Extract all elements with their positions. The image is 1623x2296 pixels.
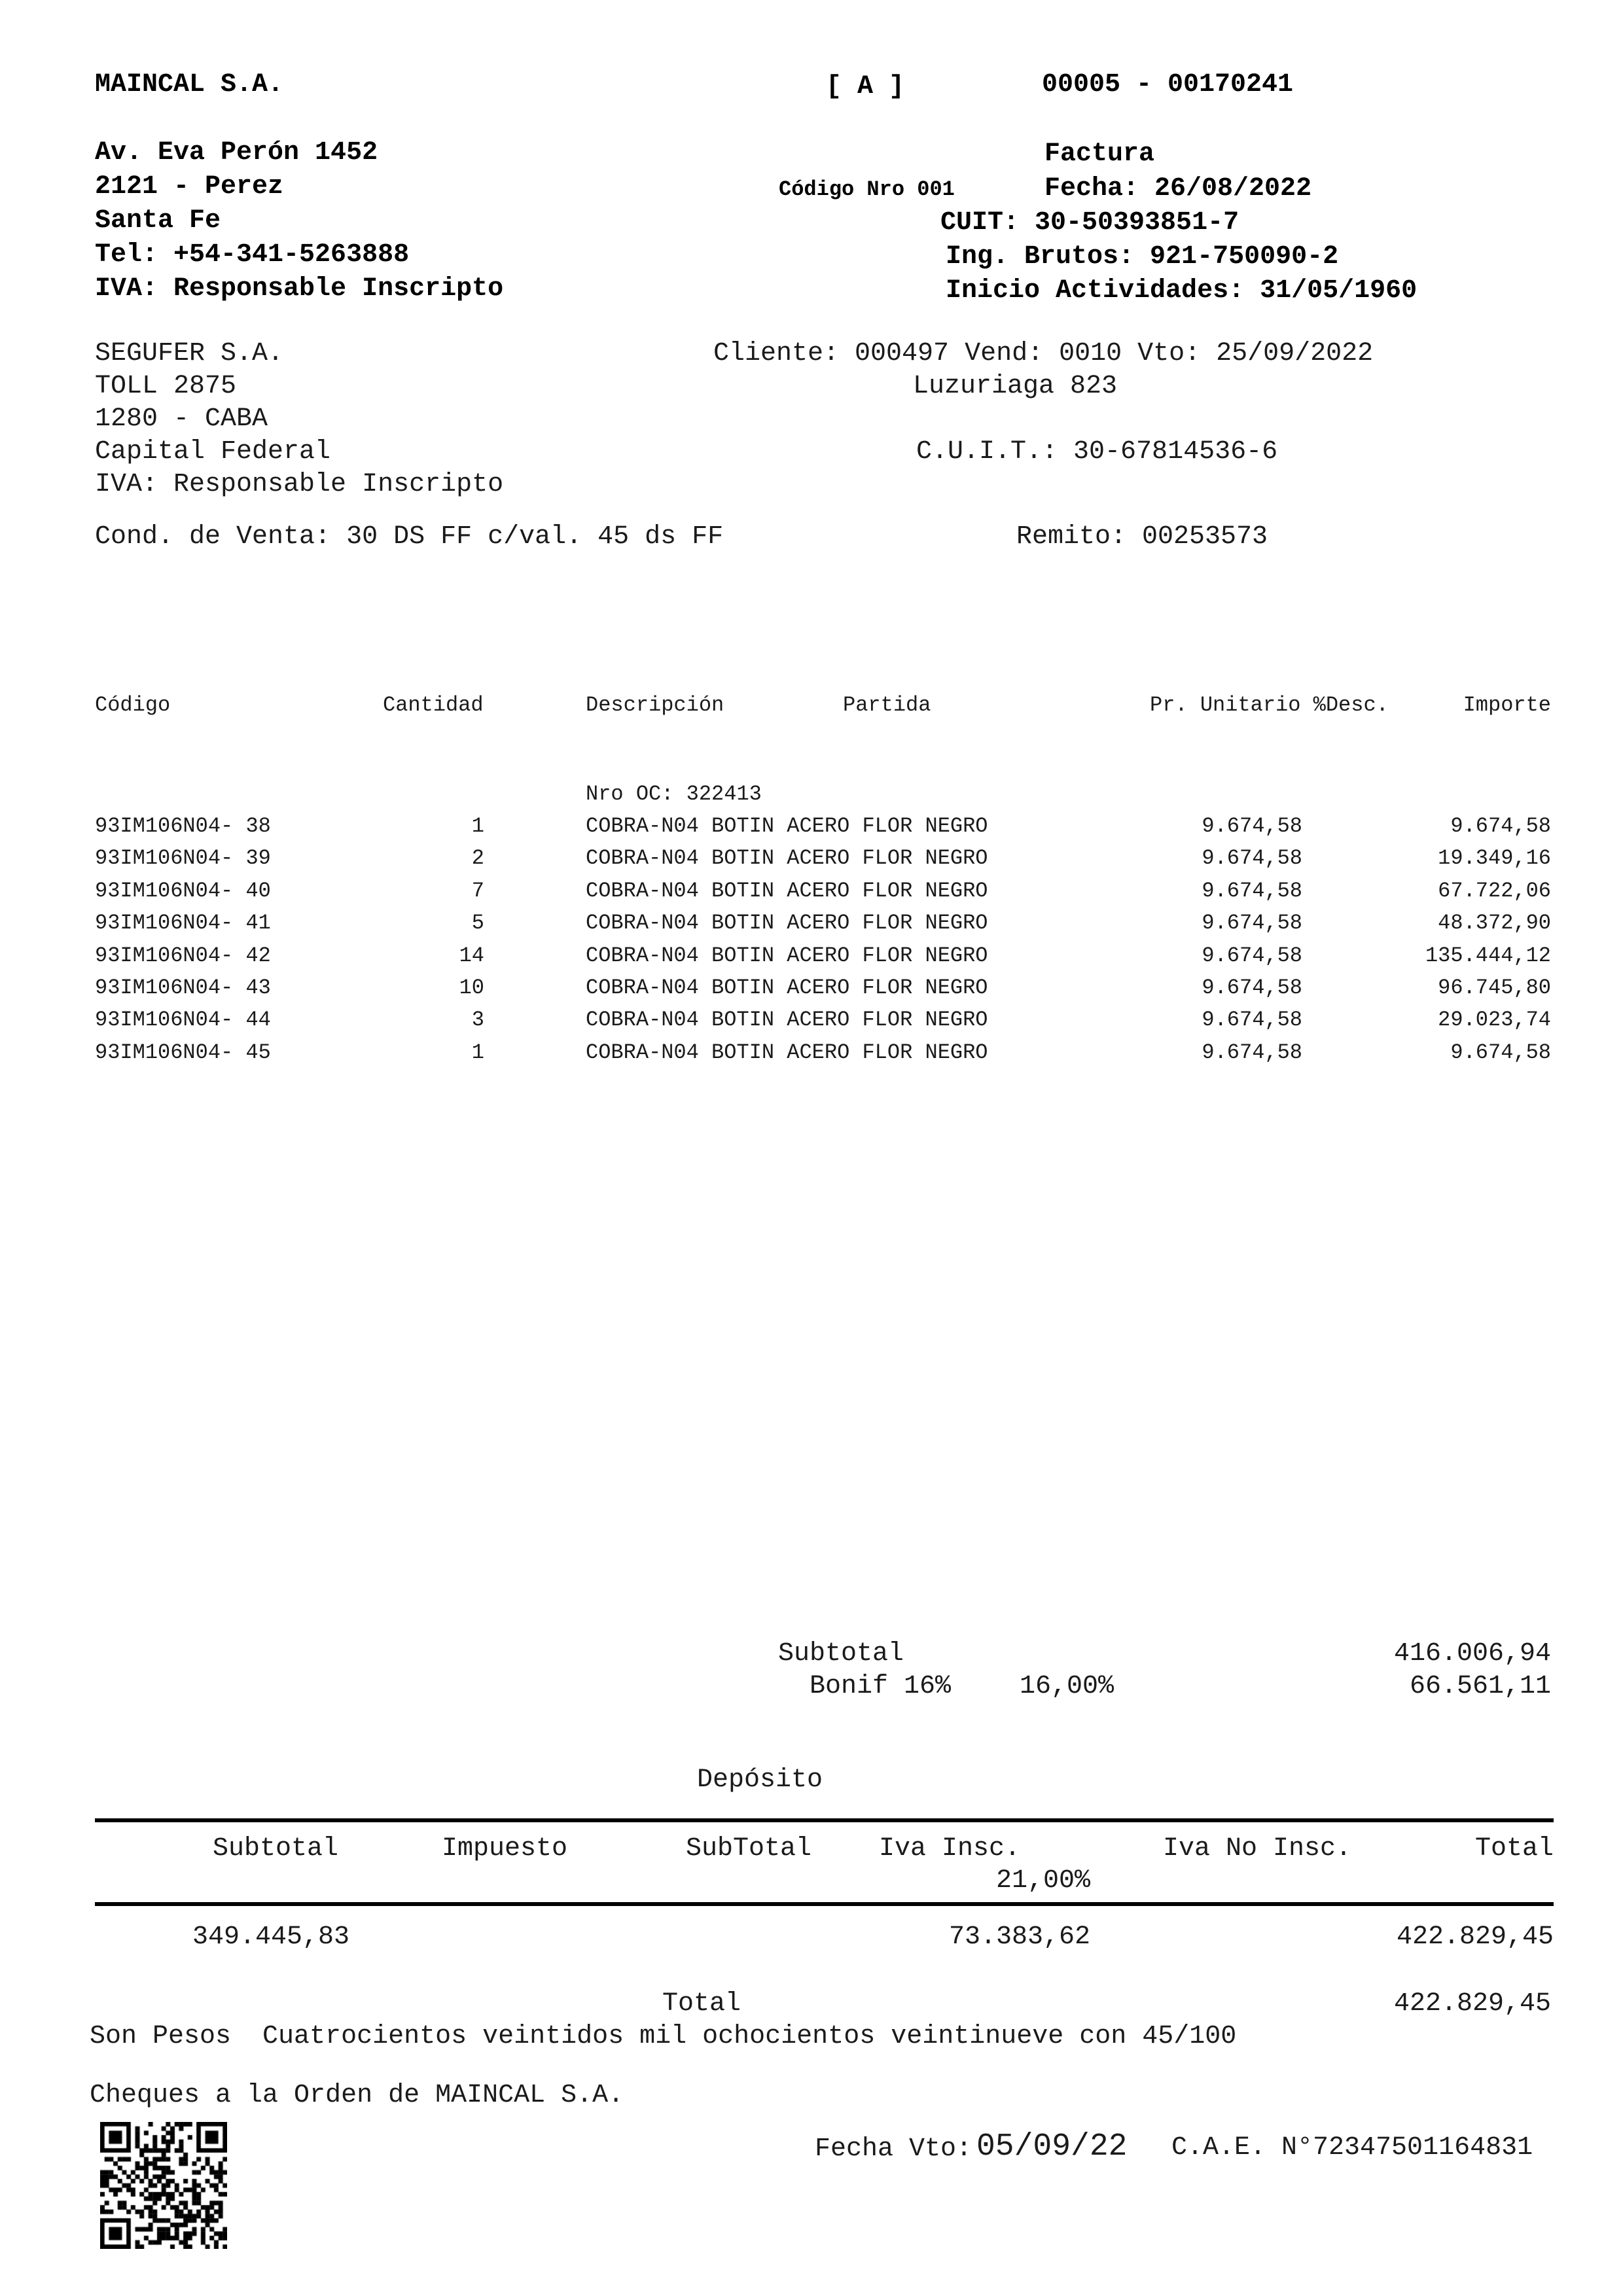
totals-divider-top [95, 1818, 1554, 1822]
customer-address-line: Capital Federal [95, 437, 331, 467]
cell-amount: 9.674,58 [1450, 1040, 1551, 1065]
table-row [0, 911, 1623, 940]
seller-ing-brutos: Ing. Brutos: 921-750090-2 [946, 242, 1339, 272]
cell-desc: COBRA-N04 BOTIN ACERO FLOR NEGRO [586, 911, 988, 936]
seller-address-line: Santa Fe [95, 206, 221, 236]
table-row [0, 1008, 1623, 1037]
table-row [0, 976, 1623, 1005]
cell-unit: 9.674,58 [1202, 976, 1302, 1000]
table-row [0, 847, 1623, 875]
cell-qty: 5 [471, 911, 484, 936]
table-row [0, 879, 1623, 908]
cell-desc: COBRA-N04 BOTIN ACERO FLOR NEGRO [586, 814, 988, 838]
cell-qty: 2 [471, 846, 484, 871]
invoice-date: Fecha: 26/08/2022 [1044, 174, 1312, 203]
cell-code: 93IM106N04- 39 [95, 846, 271, 871]
seller-phone: Tel: +54-341-5263888 [95, 240, 410, 270]
customer-name: SEGUFER S.A. [95, 339, 284, 368]
cell-code: 93IM106N04- 42 [95, 943, 271, 968]
remito-number: Remito: 00253573 [1016, 522, 1268, 552]
cell-qty: 10 [459, 976, 484, 1000]
cell-qty: 7 [471, 878, 484, 903]
cell-unit: 9.674,58 [1202, 878, 1302, 903]
col-header-pr-unitario-desc: Pr. Unitario %Desc. [1150, 693, 1389, 717]
cell-unit: 9.674,58 [1202, 1040, 1302, 1065]
cell-qty: 14 [459, 943, 484, 968]
table-row [0, 815, 1623, 843]
customer-iva-status: IVA: Responsable Inscripto [95, 470, 504, 499]
seller-address-line: Av. Eva Perón 1452 [95, 138, 378, 168]
customer-address-line: TOLL 2875 [95, 372, 237, 401]
cell-unit: 9.674,58 [1202, 846, 1302, 871]
totals-header-subtotal: Subtotal [213, 1834, 339, 1863]
seller-iva-status: IVA: Responsable Inscripto [95, 274, 504, 304]
cae-number: C.A.E. N°72347501164831 [1171, 2133, 1533, 2163]
cell-amount: 9.674,58 [1450, 814, 1551, 838]
totals-value-subtotal: 349.445,83 [192, 1922, 349, 1952]
cell-desc: COBRA-N04 BOTIN ACERO FLOR NEGRO [586, 878, 988, 903]
cell-unit: 9.674,58 [1202, 1008, 1302, 1033]
fecha-vto-value: 05/09/22 [976, 2129, 1128, 2164]
customer-cuit: C.U.I.T.: 30-67814536-6 [916, 437, 1278, 467]
cell-amount: 48.372,90 [1438, 911, 1551, 936]
cell-code: 93IM106N04- 40 [95, 878, 271, 903]
bonif-value: 66.561,11 [1409, 1672, 1551, 1701]
cell-desc: COBRA-N04 BOTIN ACERO FLOR NEGRO [586, 943, 988, 968]
totals-header-impuesto: Impuesto [442, 1834, 568, 1863]
nro-oc: Nro OC: 322413 [586, 782, 762, 806]
cell-desc: COBRA-N04 BOTIN ACERO FLOR NEGRO [586, 846, 988, 871]
cell-amount: 96.745,80 [1438, 976, 1551, 1000]
col-header-partida: Partida [843, 693, 931, 717]
cell-qty: 3 [471, 1008, 484, 1033]
cell-desc: COBRA-N04 BOTIN ACERO FLOR NEGRO [586, 1040, 988, 1065]
fecha-vto-label: Fecha Vto: [815, 2134, 972, 2164]
totals-value-total: 422.829,45 [1396, 1922, 1554, 1952]
seller-cuit: CUIT: 30-50393851-7 [940, 208, 1240, 238]
qr-code-icon [100, 2122, 227, 2249]
cell-unit: 9.674,58 [1202, 814, 1302, 838]
invoice-letter-box: [ A ] [826, 72, 905, 101]
totals-header-iva-insc: Iva Insc. [879, 1834, 1021, 1863]
seller-inicio-actividades: Inicio Actividades: 31/05/1960 [946, 276, 1418, 306]
cell-desc: COBRA-N04 BOTIN ACERO FLOR NEGRO [586, 1008, 988, 1033]
deposito-label: Depósito [697, 1765, 823, 1795]
cell-unit: 9.674,58 [1202, 943, 1302, 968]
cell-code: 93IM106N04- 41 [95, 911, 271, 936]
customer-address-line: 1280 - CABA [95, 404, 268, 434]
totals-value-iva-insc: 73.383,62 [948, 1922, 1090, 1952]
subtotal-value: 416.006,94 [1393, 1639, 1551, 1669]
cell-unit: 9.674,58 [1202, 911, 1302, 936]
invoice-number: 00005 - 00170241 [1042, 70, 1294, 99]
cheques-line: Cheques a la Orden de MAINCAL S.A. [90, 2081, 624, 2110]
total-label: Total [662, 1989, 741, 2019]
table-row [0, 1041, 1623, 1070]
totals-header-iva-no-insc: Iva No Insc. [1163, 1834, 1352, 1863]
customer-street: Luzuriaga 823 [913, 372, 1118, 401]
bonif-label: Bonif 16% [810, 1672, 952, 1701]
cell-amount: 19.349,16 [1438, 846, 1551, 871]
customer-cliente-line: Cliente: 000497 Vend: 0010 Vto: 25/09/2022 [713, 339, 1374, 368]
invoice-codigo-nro: Código Nro 001 [779, 177, 955, 202]
cell-code: 93IM106N04- 44 [95, 1008, 271, 1033]
amount-in-words: Son Pesos Cuatrocientos veintidos mil ochocientos veintinueve con 45/100 [90, 2022, 1237, 2051]
totals-header-subtotal2: SubTotal [686, 1834, 812, 1863]
seller-name: MAINCAL S.A. [95, 70, 284, 99]
table-row [0, 944, 1623, 973]
total-value: 422.829,45 [1393, 1989, 1551, 2019]
cell-amount: 29.023,74 [1438, 1008, 1551, 1033]
subtotal-label: Subtotal [778, 1639, 904, 1669]
col-header-codigo: Código [95, 693, 171, 717]
invoice-doc-type: Factura [1044, 139, 1155, 169]
seller-address-line: 2121 - Perez [95, 172, 284, 202]
col-header-importe: Importe [1463, 693, 1551, 717]
cell-amount: 67.722,06 [1438, 878, 1551, 903]
cell-amount: 135.444,12 [1425, 943, 1551, 968]
cell-desc: COBRA-N04 BOTIN ACERO FLOR NEGRO [586, 976, 988, 1000]
col-header-cantidad: Cantidad [383, 693, 484, 717]
col-header-descripcion: Descripción [586, 693, 724, 717]
cond-venta: Cond. de Venta: 30 DS FF c/val. 45 ds FF [95, 522, 724, 552]
cell-code: 93IM106N04- 43 [95, 976, 271, 1000]
cell-code: 93IM106N04- 45 [95, 1040, 271, 1065]
totals-divider-bottom [95, 1902, 1554, 1906]
iva-rate: 21,00% [995, 1866, 1090, 1896]
cell-qty: 1 [471, 814, 484, 838]
cell-qty: 1 [471, 1040, 484, 1065]
cell-code: 93IM106N04- 38 [95, 814, 271, 838]
totals-header-total: Total [1475, 1834, 1554, 1863]
bonif-pct: 16,00% [1020, 1672, 1115, 1701]
